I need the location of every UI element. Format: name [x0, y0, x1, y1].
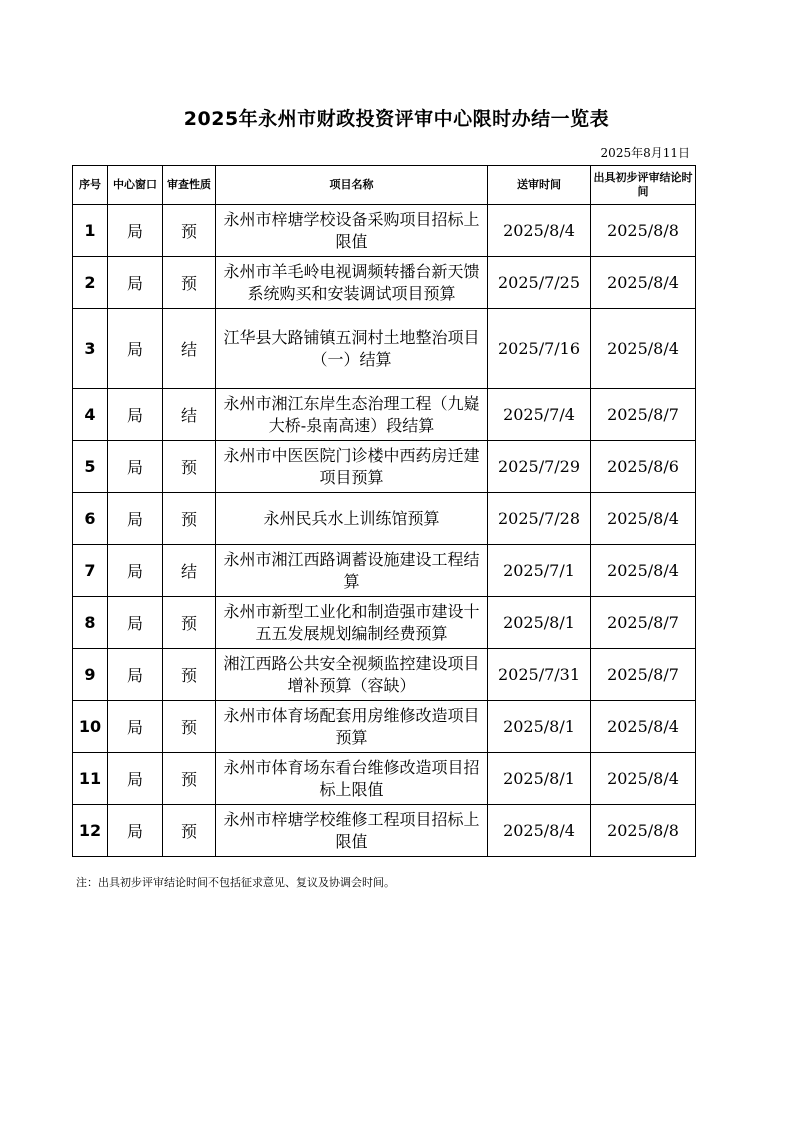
- cell-conclusion-time: 2025/8/4: [591, 493, 696, 545]
- header-project: 项目名称: [216, 166, 488, 205]
- cell-submit-time: 2025/8/4: [488, 205, 591, 257]
- table-row: [73, 649, 696, 701]
- project-name-text: 永州市羊毛岭电视调频转播台新天馈系统购买和安装调试项目预算: [223, 261, 480, 303]
- cell-serial: 5: [73, 441, 108, 493]
- document-date: 2025年8月11日: [600, 146, 690, 160]
- table-row: [73, 701, 696, 753]
- cell-project: [216, 309, 488, 389]
- cell-project: [216, 597, 488, 649]
- footnote: 注：出具初步评审结论时间不包括征求意见、复议及协调会时间。: [76, 876, 395, 889]
- table-row: [73, 597, 696, 649]
- cell-nature: 预: [163, 257, 216, 309]
- cell-project: [216, 205, 488, 257]
- cell-window: 局: [108, 441, 163, 493]
- table-row: [73, 205, 696, 257]
- cell-conclusion-time: 2025/8/8: [591, 205, 696, 257]
- page-title: 2025年永州市财政投资评审中心限时办结一览表: [183, 108, 610, 130]
- cell-project: [216, 389, 488, 441]
- cell-submit-time: 2025/7/4: [488, 389, 591, 441]
- cell-submit-time: 2025/7/25: [488, 257, 591, 309]
- cell-submit-time: 2025/7/1: [488, 545, 591, 597]
- table-row: [73, 545, 696, 597]
- cell-conclusion-time: 2025/8/4: [591, 753, 696, 805]
- cell-project: [216, 753, 488, 805]
- cell-submit-time: 2025/8/1: [488, 597, 591, 649]
- cell-submit-time: 2025/8/1: [488, 701, 591, 753]
- cell-nature: 结: [163, 309, 216, 389]
- cell-conclusion-time: 2025/8/7: [591, 389, 696, 441]
- header-nature: 审查性质: [163, 166, 216, 205]
- cell-conclusion-time: 2025/8/7: [591, 597, 696, 649]
- project-name-text: 永州市体育场东看台维修改造项目招标上限值: [223, 757, 480, 799]
- cell-nature: 结: [163, 389, 216, 441]
- cell-window: 局: [108, 805, 163, 857]
- header-conclusion-time: 出具初步评审结论时间: [591, 166, 696, 205]
- table-row: [73, 805, 696, 857]
- project-name-text: 永州民兵水上训练馆预算: [263, 508, 440, 528]
- cell-window: 局: [108, 205, 163, 257]
- cell-serial: 11: [73, 753, 108, 805]
- header-serial: 序号: [73, 166, 108, 205]
- results-table: [72, 165, 696, 857]
- cell-project: [216, 257, 488, 309]
- cell-submit-time: 2025/7/31: [488, 649, 591, 701]
- table-row: [73, 753, 696, 805]
- cell-project: [216, 493, 488, 545]
- cell-nature: 预: [163, 701, 216, 753]
- cell-conclusion-time: 2025/8/4: [591, 309, 696, 389]
- cell-submit-time: 2025/7/29: [488, 441, 591, 493]
- project-name-text: 永州市湘江西路调蓄设施建设工程结算: [223, 549, 480, 591]
- table-header-row: [73, 166, 696, 205]
- cell-project: [216, 805, 488, 857]
- cell-nature: 预: [163, 205, 216, 257]
- table-row: [73, 257, 696, 309]
- cell-serial: 10: [73, 701, 108, 753]
- cell-submit-time: 2025/7/16: [488, 309, 591, 389]
- cell-window: 局: [108, 649, 163, 701]
- cell-serial: 4: [73, 389, 108, 441]
- table-row: [73, 441, 696, 493]
- cell-submit-time: 2025/8/1: [488, 753, 591, 805]
- cell-conclusion-time: 2025/8/4: [591, 545, 696, 597]
- project-name-text: 永州市湘江东岸生态治理工程（九嶷大桥-泉南高速）段结算: [223, 393, 480, 435]
- cell-serial: 6: [73, 493, 108, 545]
- header-window: 中心窗口: [108, 166, 163, 205]
- cell-nature: 预: [163, 649, 216, 701]
- cell-conclusion-time: 2025/8/6: [591, 441, 696, 493]
- cell-serial: 3: [73, 309, 108, 389]
- cell-nature: 结: [163, 545, 216, 597]
- cell-window: 局: [108, 309, 163, 389]
- cell-project: [216, 545, 488, 597]
- cell-serial: 8: [73, 597, 108, 649]
- cell-nature: 预: [163, 441, 216, 493]
- cell-window: 局: [108, 257, 163, 309]
- cell-serial: 12: [73, 805, 108, 857]
- cell-window: 局: [108, 389, 163, 441]
- cell-serial: 1: [73, 205, 108, 257]
- cell-serial: 7: [73, 545, 108, 597]
- table-row: [73, 389, 696, 441]
- cell-conclusion-time: 2025/8/8: [591, 805, 696, 857]
- project-name-text: 永州市中医医院门诊楼中西药房迁建项目预算: [223, 445, 480, 487]
- table-row: [73, 309, 696, 389]
- cell-window: 局: [108, 597, 163, 649]
- cell-serial: 9: [73, 649, 108, 701]
- project-name-text: 湘江西路公共安全视频监控建设项目增补预算（容缺）: [223, 653, 480, 695]
- table-row: [73, 493, 696, 545]
- cell-window: 局: [108, 545, 163, 597]
- cell-window: 局: [108, 493, 163, 545]
- project-name-text: 永州市梓塘学校设备采购项目招标上限值: [223, 209, 480, 251]
- cell-project: [216, 441, 488, 493]
- cell-nature: 预: [163, 493, 216, 545]
- cell-conclusion-time: 2025/8/4: [591, 701, 696, 753]
- cell-window: 局: [108, 753, 163, 805]
- cell-submit-time: 2025/7/28: [488, 493, 591, 545]
- cell-nature: 预: [163, 597, 216, 649]
- cell-project: [216, 649, 488, 701]
- cell-nature: 预: [163, 805, 216, 857]
- header-submit-time: 送审时间: [488, 166, 591, 205]
- cell-submit-time: 2025/8/4: [488, 805, 591, 857]
- cell-window: 局: [108, 701, 163, 753]
- project-name-text: 江华县大路铺镇五洞村土地整治项目（一）结算: [223, 327, 480, 369]
- project-name-text: 永州市新型工业化和制造强市建设十五五发展规划编制经费预算: [223, 601, 480, 643]
- cell-conclusion-time: 2025/8/7: [591, 649, 696, 701]
- project-name-text: 永州市体育场配套用房维修改造项目预算: [223, 705, 480, 747]
- project-name-text: 永州市梓塘学校维修工程项目招标上限值: [223, 809, 480, 851]
- cell-serial: 2: [73, 257, 108, 309]
- cell-nature: 预: [163, 753, 216, 805]
- cell-conclusion-time: 2025/8/4: [591, 257, 696, 309]
- cell-project: [216, 701, 488, 753]
